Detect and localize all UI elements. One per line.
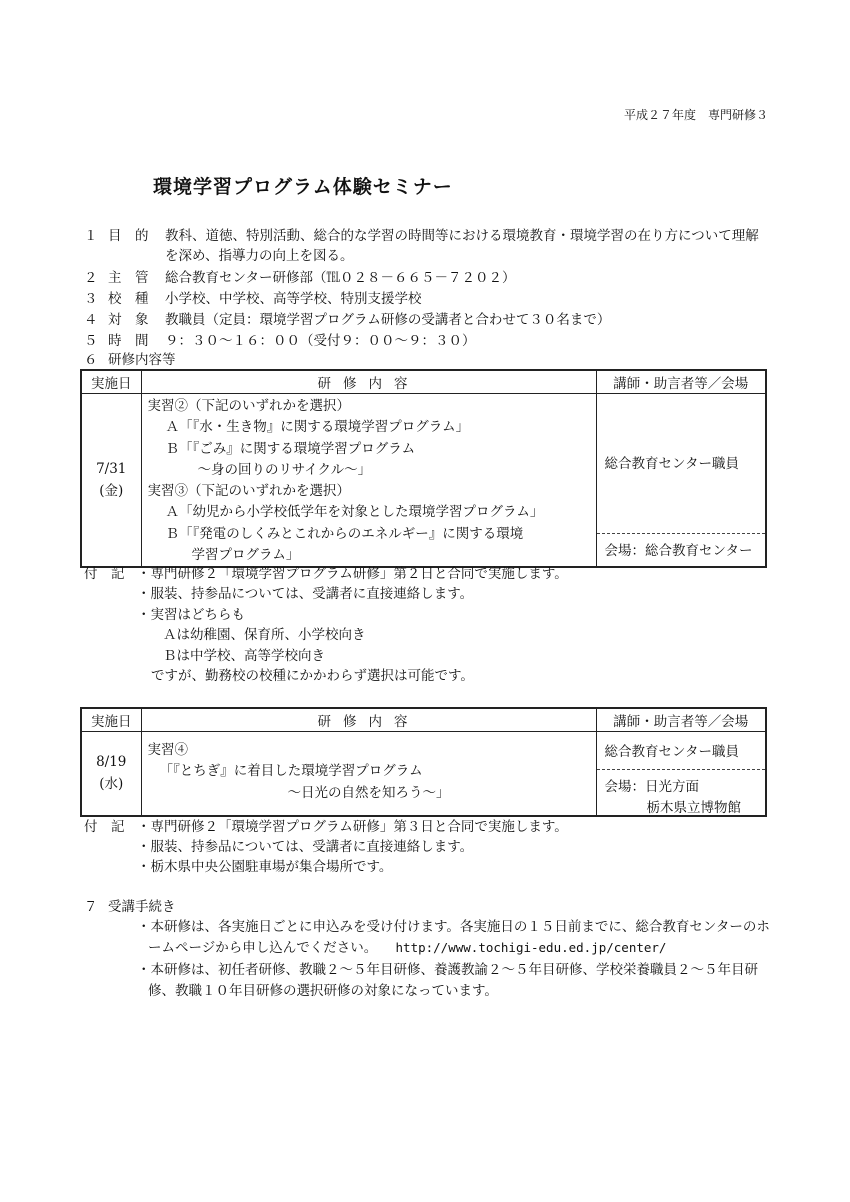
registration-line <box>148 938 666 958</box>
item-number: ４ <box>84 312 98 328</box>
content-line: 実習③（下記のいずれかを選択） <box>147 483 350 500</box>
registration-line: ・本研修は、初任者研修、教職２～５年目研修、養護教諭２～５年目研修、学校栄養職員２～５年目研 <box>137 962 758 978</box>
item-text: 総合教育センター研修部（℡０２８－６６５－７２０２） <box>165 270 516 286</box>
note-line: ・専門研修２「環境学習プログラム研修」第３日と合同で実施します。 <box>137 819 568 835</box>
lecturer-cell <box>596 732 766 816</box>
item-label: 目 的 <box>108 228 149 244</box>
session-date-cell <box>81 394 141 568</box>
lecturer-name: 総合教育センター職員 <box>604 456 739 472</box>
session-date: 8/19 <box>96 754 127 771</box>
venue: 会場：日光方面 <box>604 779 699 795</box>
venue-detail: 栃木県立博物館 <box>646 800 741 816</box>
item-label: 主 管 <box>108 270 149 286</box>
item-label: 時 間 <box>108 333 149 349</box>
lecturer-name: 総合教育センター職員 <box>604 744 739 760</box>
lecturer-cell <box>596 394 766 568</box>
content-line: Ｂ「『ごみ』に関する環境学習プログラム <box>165 440 416 457</box>
session-date-cell <box>81 732 141 816</box>
item-text: 小学校、中学校、高等学校、特別支援学校 <box>165 291 422 307</box>
note-line: ・服装、持参品については、受講者に直接連絡します。 <box>137 586 474 602</box>
item-number: ３ <box>84 291 98 307</box>
item-number: ７ <box>84 899 98 915</box>
content-line: 実習②（下記のいずれかを選択） <box>147 398 350 414</box>
header-lecturer: 講師・助言者等／会場 <box>596 370 766 394</box>
schedule-table-2 <box>80 707 767 817</box>
content-line: ～日光の自然を知ろう～」 <box>287 784 450 801</box>
content-line: Ａ「幼児から小学校低学年を対象とした環境学習プログラム」 <box>165 504 544 521</box>
item-label: 対 象 <box>108 312 149 328</box>
item-text: 教職員（定員：環境学習プログラム研修の受講者と合わせて３０名まで） <box>165 312 611 328</box>
session-date: 7/31 <box>96 461 127 478</box>
item-label: 受講手続き <box>108 899 176 915</box>
item-text: ９：３０～１６：００（受付９：００～９：３０） <box>165 333 476 349</box>
item-number: ５ <box>84 333 98 349</box>
divider <box>597 533 766 534</box>
session-weekday: (水) <box>99 776 124 793</box>
content-line: ～身の回りのリサイクル～」 <box>197 461 372 478</box>
notes-label: 付 記 <box>84 819 125 835</box>
note-line: ・栃木県中央公園駐車場が集合場所です。 <box>137 859 393 875</box>
item-purpose-cont: を深め、指導力の向上を図る。 <box>165 248 354 264</box>
session-content <box>141 732 596 816</box>
document-reference: 平成２７年度 専門研修３ <box>623 108 768 122</box>
content-line: Ｂ「『発電のしくみとこれからのエネルギー』に関する環境 <box>165 525 524 542</box>
note-line: Ａは幼稚園、保育所、小学校向き <box>163 627 366 643</box>
header-content: 研修内容 <box>141 370 596 394</box>
note-line: Ｂは中学校、高等学校向き <box>163 648 325 664</box>
notes-label: 付 記 <box>84 566 125 582</box>
note-line: ・服装、持参品については、受講者に直接連絡します。 <box>137 839 474 855</box>
item-text: 教科、道徳、特別活動、総合的な学習の時間等における環境教育・環境学習の在り方について理解 <box>165 228 759 244</box>
note-line: ・実習はどちらも <box>137 607 245 623</box>
content-line: 学習プログラム」 <box>191 547 300 564</box>
schedule-table-1 <box>80 369 767 568</box>
session-content <box>141 394 596 568</box>
page-title: 環境学習プログラム体験セミナー <box>153 176 453 198</box>
item-label: 校 種 <box>108 291 149 307</box>
item-number: ２ <box>84 270 98 286</box>
divider <box>597 769 766 770</box>
item-number: ６ <box>84 352 98 368</box>
content-line: 実習④ <box>147 742 188 758</box>
registration-line: 修、教職１０年目研修の選択研修の対象になっています。 <box>148 983 498 999</box>
item-label: 研修内容等 <box>108 352 176 368</box>
header-date: 実施日 <box>81 370 141 394</box>
header-content: 研修内容 <box>141 708 596 732</box>
registration-line: ・本研修は、各実施日ごとに申込みを受け付けます。各実施日の１５日前までに、総合教育センターのホ <box>137 919 770 935</box>
registration-text: ームページから申し込んでください。 <box>148 940 378 956</box>
note-line: ですが、勤務校の校種にかかわらず選択は可能です。 <box>151 668 474 684</box>
header-date: 実施日 <box>81 708 141 732</box>
header-lecturer: 講師・助言者等／会場 <box>596 708 766 732</box>
session-weekday: (金) <box>99 483 124 500</box>
content-line: Ａ「『水・生き物』に関する環境学習プログラム」 <box>165 419 470 436</box>
center-url-link[interactable]: http://www.tochigi-edu.ed.jp/center/ <box>395 940 667 955</box>
item-number: １ <box>84 228 98 244</box>
venue: 会場：総合教育センター <box>604 543 753 559</box>
note-line: ・専門研修２「環境学習プログラム研修」第２日と合同で実施します。 <box>137 566 568 582</box>
content-line: 「『とちぎ』に着目した環境学習プログラム <box>159 763 423 780</box>
